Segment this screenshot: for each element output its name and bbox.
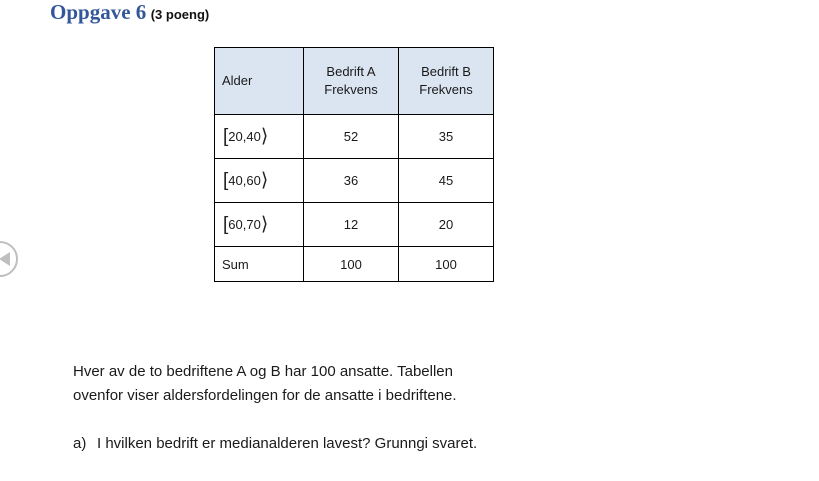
frequency-b-cell: 35 bbox=[399, 115, 494, 159]
table-header-row bbox=[215, 48, 494, 115]
frequency-a-cell: 36 bbox=[304, 159, 399, 203]
table-row bbox=[215, 115, 494, 159]
frequency-table bbox=[214, 47, 494, 282]
table-row bbox=[215, 159, 494, 203]
question-text: I hvilken bedrift er medianalderen lavest? Grunngi svaret. bbox=[97, 435, 478, 452]
previous-page-button[interactable] bbox=[0, 240, 22, 278]
task-points: (3 poeng) bbox=[150, 7, 210, 22]
task-description: Hver av de to bedriftene A og B har 100 ansatte. Tabellen ovenfor viser aldersfordelingen for de ansatte i bedriftene. bbox=[73, 363, 457, 404]
question-a bbox=[73, 432, 493, 456]
sum-b-cell: 100 bbox=[399, 247, 494, 282]
header-age: Alder bbox=[215, 48, 304, 115]
table-row bbox=[215, 203, 494, 247]
frequency-a-cell: 52 bbox=[304, 115, 399, 159]
sum-label: Sum bbox=[215, 247, 304, 282]
age-interval-cell: [20,40⟩ bbox=[215, 115, 304, 159]
age-interval-cell: [60,70⟩ bbox=[215, 203, 304, 247]
task-title: Oppgave 6 bbox=[50, 0, 147, 24]
sum-row bbox=[215, 247, 494, 282]
chevron-left-icon bbox=[0, 240, 22, 278]
sum-a-cell: 100 bbox=[304, 247, 399, 282]
header-company-a: Bedrift A Frekvens bbox=[304, 48, 399, 115]
task-heading bbox=[50, 0, 209, 25]
frequency-b-cell: 45 bbox=[399, 159, 494, 203]
frequency-a-cell: 12 bbox=[304, 203, 399, 247]
frequency-b-cell: 20 bbox=[399, 203, 494, 247]
question-label: a) bbox=[73, 435, 87, 452]
age-interval-cell: [40,60⟩ bbox=[215, 159, 304, 203]
header-company-b: Bedrift B Frekvens bbox=[399, 48, 494, 115]
